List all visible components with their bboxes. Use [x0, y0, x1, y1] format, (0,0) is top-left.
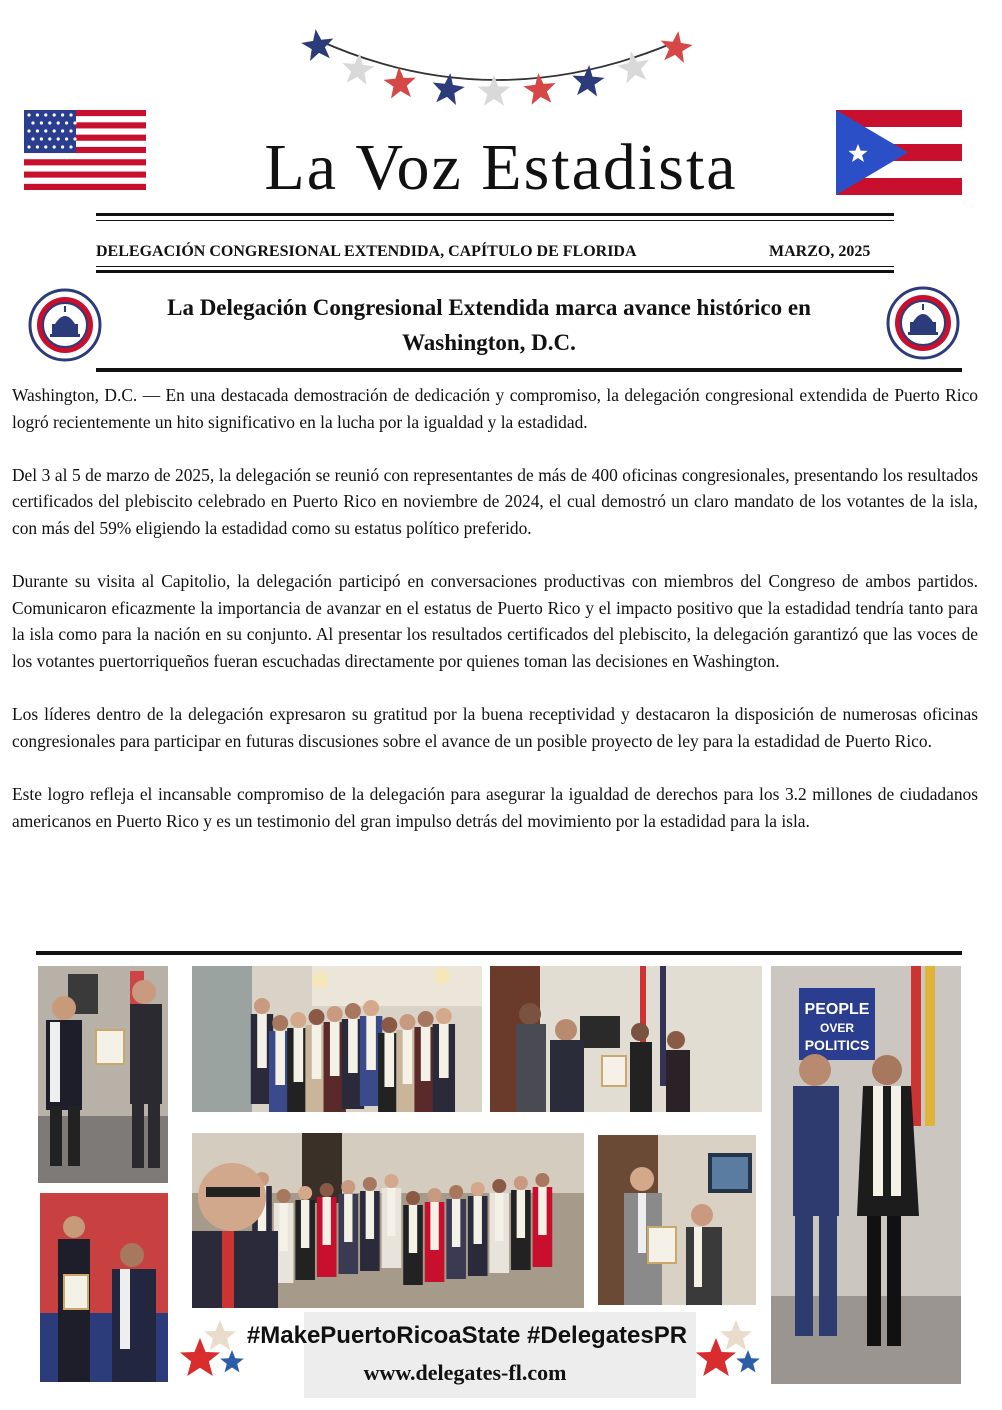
article-paragraph: Durante su visita al Capitolio, la delegación participó en conversaciones productivas con miembros del Congreso de ambos partidos. Comunicaron eficazmente la importancia de avanzar en el estatus de Puerto Rico y el impacto positivo que la estadidad tendría tanto para la isla como para la nación en su conjunto. Al presentar los resultados certificados del plebiscito, la delegación garantizó que las voces de los votantes puertorriqueños fueran escuchadas directamente por quienes toman las decisiones en Washington.: [12, 571, 978, 671]
photo-delegation-group-indoor: [192, 966, 482, 1112]
organization-name: DELEGACIÓN CONGRESIONAL EXTENDIDA, CAPÍTULO DE FLORIDA: [96, 243, 637, 260]
headline-rule: [96, 368, 962, 372]
article-body: [12, 382, 978, 861]
photo-capitol-office-meeting: [38, 966, 168, 1183]
article-paragraph: Los líderes dentro de la delegación expresaron su gratitud por la buena receptividad y destacaron la disposición de numerosas oficinas congresionales para participar en futuras discusiones sobre el avance de un posible proyecto de ley para la estadidad de Puerto Rico.: [12, 704, 978, 751]
star-icon-right-cluster: [694, 1318, 764, 1384]
puerto-rico-flag-icon: [836, 110, 962, 195]
photo-section-rule: [36, 951, 962, 955]
footer-hashtags: #MakePuertoRicoaState #DelegatesPR: [246, 1322, 688, 1349]
photo-selfie-delegation-group: [192, 1133, 584, 1308]
florida-delegation-seal-icon-right: [886, 286, 960, 360]
headline-line-1: La Delegación Congresional Extendida marca avance histórico en: [167, 295, 811, 320]
masthead-rule-bottom: [96, 270, 894, 273]
masthead-title: La Voz Estadista: [264, 131, 738, 204]
star-garland-icon: [290, 10, 700, 115]
sign-text-politics: POLITICS: [804, 1037, 870, 1053]
article-paragraph: Washington, D.C. — En una destacada demostración de dedicación y compromiso, la delegación congresional extendida de Puerto Rico logró recientemente un hito significativo en la lucha por la igualdad y la estadidad.: [12, 385, 978, 432]
masthead-rule-top-thin: [96, 220, 894, 221]
article-paragraph: Del 3 al 5 de marzo de 2025, la delegación se reunió con representantes de más de 400 oficinas congresionales, presentando los resultados certificados del plebiscito celebrado en Puerto Rico en noviembre de 2024, el cual demostró un claro mandato de los votantes de la isla, con más del 59% eligiendo la estadidad como su estatus político preferido.: [12, 464, 978, 538]
headline-line-2: Washington, D.C.: [402, 330, 576, 355]
article-paragraph: Este logro refleja el incansable compromiso de la delegación para asegurar la igualdad de derechos para los 3.2 millones de ciudadanos americanos en Puerto Rico y es un testimonio del gran impulso detrás del movimiento por la estadidad para la isla.: [12, 783, 978, 831]
issue-date: MARZO, 2025: [769, 243, 871, 260]
footer-website-link[interactable]: www.delegates-fl.com: [363, 1360, 567, 1385]
masthead-rule-top: [96, 213, 894, 216]
sign-text-people: PEOPLE: [804, 1001, 870, 1018]
photo-people-over-politics: [771, 966, 961, 1384]
photo-office-meeting-flags: [40, 1193, 168, 1382]
photo-certificate-office: [598, 1135, 756, 1305]
florida-delegation-seal-icon: [28, 288, 102, 362]
masthead-rule-bottom-thin: [96, 266, 894, 267]
photo-certificate-presentation: [490, 966, 762, 1112]
sign-text-over: OVER: [819, 1021, 855, 1035]
us-flag-icon: [24, 110, 146, 190]
article-headline: [104, 290, 874, 360]
